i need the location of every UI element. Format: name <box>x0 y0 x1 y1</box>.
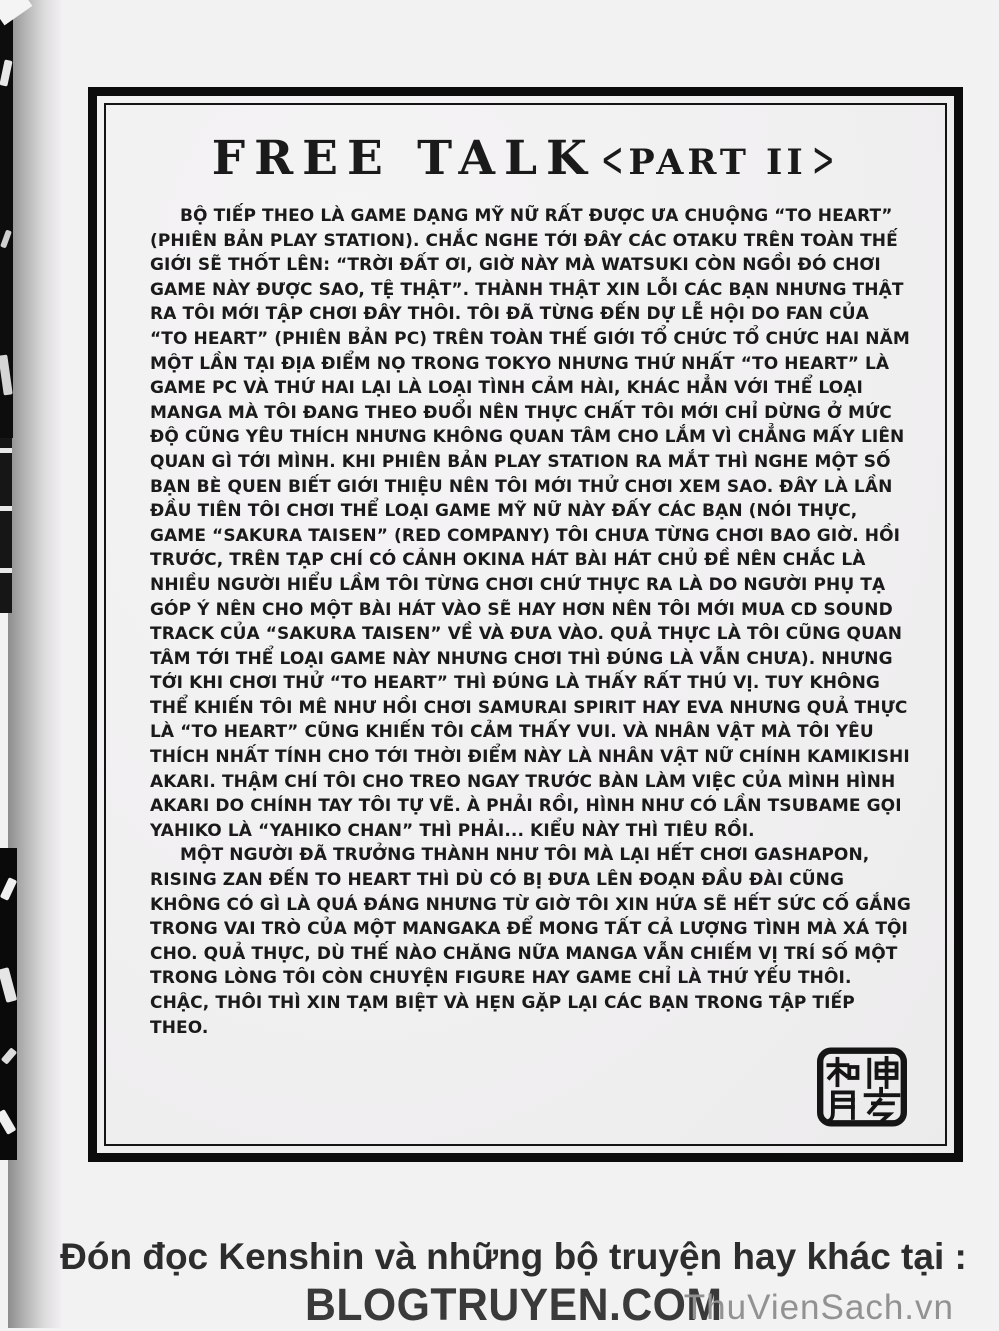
footer <box>14 1236 999 1331</box>
page-title-part: PART II <box>628 142 807 183</box>
free-talk-panel-border <box>104 103 947 1146</box>
art-fragment <box>0 355 13 396</box>
seal-kanji-strokes <box>828 1058 898 1123</box>
page-gutter <box>0 0 90 1328</box>
free-talk-paragraph-2: MỘT NGƯỜI ĐÃ TRƯỞNG THÀNH NHƯ TÔI MÀ LẠI HẾT CHƠI GASHAPON, RISING ZAN ĐẾN TO HEART THÌ DÙ CÓ BỊ ĐƯA LÊN ĐOẠN ĐẦU ĐÀI CŨNG KHÔNG CÓ GÌ LÀ QUÁ ĐÁNG NHƯNG TỪ GIỜ TÔI XIN HỨA SẼ HẾT SỨC CỐ GẮNG TRONG VAI TRÒ CỦA MỘT MANGAKA ĐỂ MONG TẤT CẢ LƯỢNG TÌNH MÀ XÁ TỘI CHO. QUẢ THỰC, DÙ THẾ NÀO CHĂNG NỮA MANGA VẪN CHIẾM VỊ TRÍ SỐ MỘT TRONG LÒNG TÔI CÒN CHUYỆN FIGURE HAY GAME CHỈ LÀ THỨ YẾU THÔI. CHẬC, THÔI THÌ XIN TẠM BIỆT VÀ HẸN GẶP LẠI CÁC BẠN TRONG TẬP TIẾP THEO. <box>150 845 911 1038</box>
footer-brands-row <box>14 1279 999 1331</box>
angle-bracket-close: > <box>811 131 835 189</box>
footer-promo-text: Đón đọc Kenshin và những bộ truyện hay khác tại : <box>60 1236 967 1277</box>
author-seal-icon <box>816 1047 908 1127</box>
free-talk-paragraph-1: BỘ TIẾP THEO LÀ GAME DẠNG MỸ NỮ RẤT ĐƯỢC ƯA CHUỘNG “TO HEART” (PHIÊN BẢN PLAY STATION). CHẮC NGHE TỚI ĐÂY CÁC OTAKU TRÊN TOÀN THẾ GIỚI SẼ THỐT LÊN: “TRỜI ĐẤT ƠI, GIỜ NÀY MÀ WATSUKI CÒN NGỒI ĐÓ CHƠI GAME NÀY ĐƯỢC SAO, TỆ THẬT”. THÀNH THẬT XIN LỖI CÁC BẠN NHƯNG THẬT RA TÔI MỚI TẬP CHƠI ĐÂY THÔI. TÔI ĐÃ TỪNG ĐẾN DỰ LỄ HỘI DO FAN CỦA “TO HEART” (PHIÊN BẢN PC) TRÊN TOÀN THẾ GIỚI TỔ CHỨC TỔ CHỨC HAI NĂM MỘT LẦN TẠI ĐỊA ĐIỂM NỌ TRONG TOKYO NHƯNG THỨ NHẤT “TO HEART” LÀ GAME PC VÀ THỨ HAI LẠI LÀ LOẠI TÌNH CẢM HÀI, KHÁC HẲN VỚI THỂ LOẠI MANGA MÀ TÔI ĐANG THEO ĐUỔI NÊN THỰC CHẤT TÔI MỚI CHỈ DỪNG Ở MỨC ĐỘ CŨNG YÊU THÍCH NHƯNG KHÔNG QUAN TÂM CHO LẮM VÌ CHẲNG MẤY LIÊN QUAN GÌ TỚI MÌNH. KHI PHIÊN BẢN PLAY STATION RA MẮT THÌ NGHE MỘT SỐ BẠN BÈ QUEN BIẾT GIỚI THIỆU NÊN TÔI MỚI THỬ CHƠI XEM SAO. ĐÂY LÀ LẦN ĐẦU TIÊN TÔI CHƠI THỂ LOẠI GAME MỸ NỮ NÀY ĐẤY CÁC BẠN (NÓI THỰC, GAME “SAKURA TAISEN” (RED COMPANY) TÔI CHƯA TỪNG CHƠI BAO GIỜ. HỒI TRƯỚC, TRÊN TẠP CHÍ CÓ CẢNH OKINA HÁT BÀI HÁT CHỦ ĐỀ NÊN CHẮC LÀ NHIỀU NGƯỜI HIỂU LẦM TÔI TỪNG CHƠI CHỨ THỰC RA LÀ DO NGƯỜI PHỤ TẠ GÓP Ý NÊN CHO MỘT BÀI HÁT VÀO SẼ HAY HƠN NÊN TÔI MỚI MUA CD SOUND TRACK CỦA “SAKURA TAISEN” VỀ VÀ ĐƯA VÀO. QUẢ THỰC LÀ TÔI CŨNG QUAN TÂM TỚI THỂ LOẠI GAME NÀY NHƯNG CHƠI THÌ ĐÚNG LÀ VẪN CHƯA). NHƯNG TỚI KHI CHƠI THỬ “TO HEART” THÌ ĐÚNG LÀ THẤY RẤT THÚ VỊ. TUY KHÔNG THỂ KHIẾN TÔI MÊ NHƯ HỒI CHƠI SAMURAI SPIRIT HAY EVA NHƯNG QUẢ THỰC LÀ “TO HEART” CŨNG KHIẾN TÔI CẢM THẤY VUI. VÀ NHÂN VẬT MÀ TÔI YÊU THÍCH NHẤT TÍNH CHO TỚI THỜI ĐIỂM NÀY LÀ NHÂN VẬT NỮ CHÍNH KAMIKISHI AKARI. THẬM CHÍ TÔI CHO TREO NGAY TRƯỚC BÀN LÀM VIỆC CỦA MÌNH HÌNH AKARI DO CHÍNH TAY TÔI TỰ VẼ. À PHẢI RỒI, HÌNH NHƯ CÓ LẦN TSUBAME GỌI YAHIKO LÀ “YAHIKO CHAN” THÌ PHẢI... KIỂU NÀY THÌ TIÊU RỒI. <box>150 206 910 841</box>
panel-gap-line <box>0 506 12 511</box>
page-title-main: FREE TALK <box>211 131 596 186</box>
art-fragment <box>0 877 17 901</box>
author-seal <box>816 1047 908 1127</box>
angle-bracket-open: < <box>600 131 624 189</box>
art-fragment <box>1 1047 17 1064</box>
art-fragment <box>0 230 12 249</box>
adjacent-page-art-mid <box>0 438 12 613</box>
free-talk-panel <box>88 87 963 1162</box>
adjacent-page-art-top <box>0 0 13 438</box>
adjacent-page-art-bottom <box>0 848 17 1160</box>
page-title <box>106 131 945 189</box>
panel-gap-line <box>0 448 12 453</box>
footer-site-thuviensach: ThuVienSach.vn <box>683 1288 954 1327</box>
footer-brand-blogtruyen: BLOGTRUYEN.COM <box>304 1279 723 1330</box>
art-fragment <box>0 1109 16 1135</box>
art-fragment <box>0 967 17 1003</box>
art-fragment <box>0 59 13 86</box>
panel-gap-line <box>0 568 12 573</box>
